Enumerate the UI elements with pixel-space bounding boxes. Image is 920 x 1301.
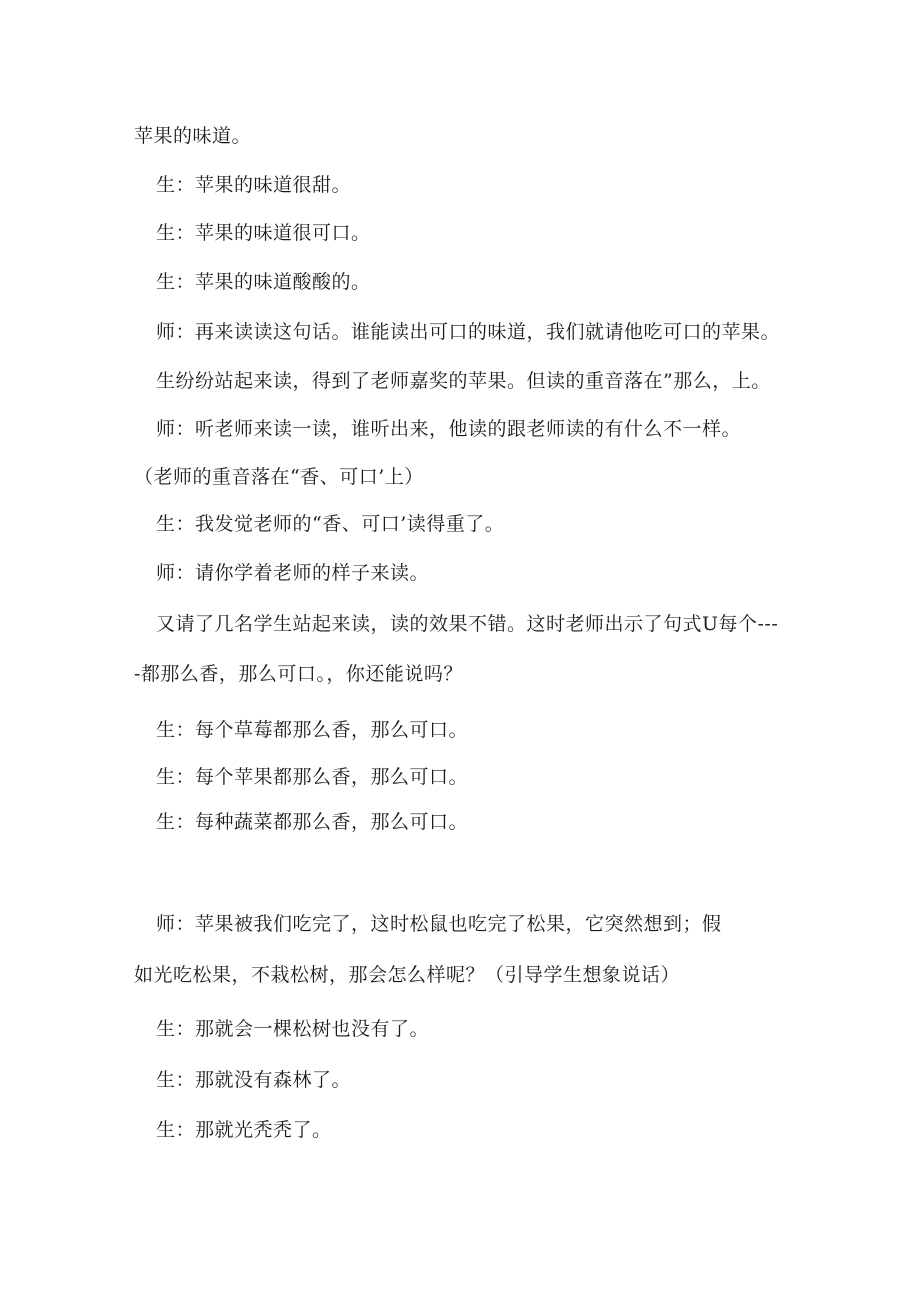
text-line: 生：每种蔬菜都那么香，那么可口。 (156, 811, 469, 833)
text-line: 生：我发觉老师的“香、可口’读得重了。 (156, 513, 505, 535)
text-line: 生：每个苹果都那么香，那么可口。 (156, 766, 469, 788)
text-line: 生纷纷站起来读，得到了老师嘉奖的苹果。但读的重音落在”那么，上。 (156, 370, 771, 392)
text-line: 生：那就会一棵松树也没有了。 (156, 1018, 430, 1040)
text-line: （老师的重音落在“香、可口’上） (134, 466, 424, 488)
text-line: 生：苹果的味道很甜。 (156, 174, 352, 196)
text-line: 生：苹果的味道酸酸的。 (156, 271, 371, 293)
text-line: 苹果的味道。 (134, 125, 252, 147)
text-line: -都那么香，那么可口。，你还能说吗？ (134, 663, 463, 685)
text-line: 师：听老师来读一读，谁听出来，他读的跟老师读的有什么不一样。 (156, 418, 742, 440)
text-line: 师：再来读读这句话。谁能读出可口的味道，我们就请他吃可口的苹果。 (156, 321, 781, 343)
text-line: 师：请你学着老师的样子来读。 (156, 562, 430, 584)
text-line: 又请了几名学生站起来读，读的效果不错。这时老师出示了句式U每个--- (156, 613, 779, 635)
text-line: 师：苹果被我们吃完了，这时松鼠也吃完了松果，它突然想到；假 (156, 913, 722, 935)
text-line: 如光吃松果，不栽松树，那会怎么样呢？（引导学生想象说话） (134, 964, 681, 986)
text-line: 生：每个草莓都那么香，那么可口。 (156, 719, 469, 741)
text-line: 生：那就没有森林了。 (156, 1069, 352, 1091)
text-line: 生：那就光秃秃了。 (156, 1119, 332, 1141)
text-line: 生：苹果的味道很可口。 (156, 222, 371, 244)
